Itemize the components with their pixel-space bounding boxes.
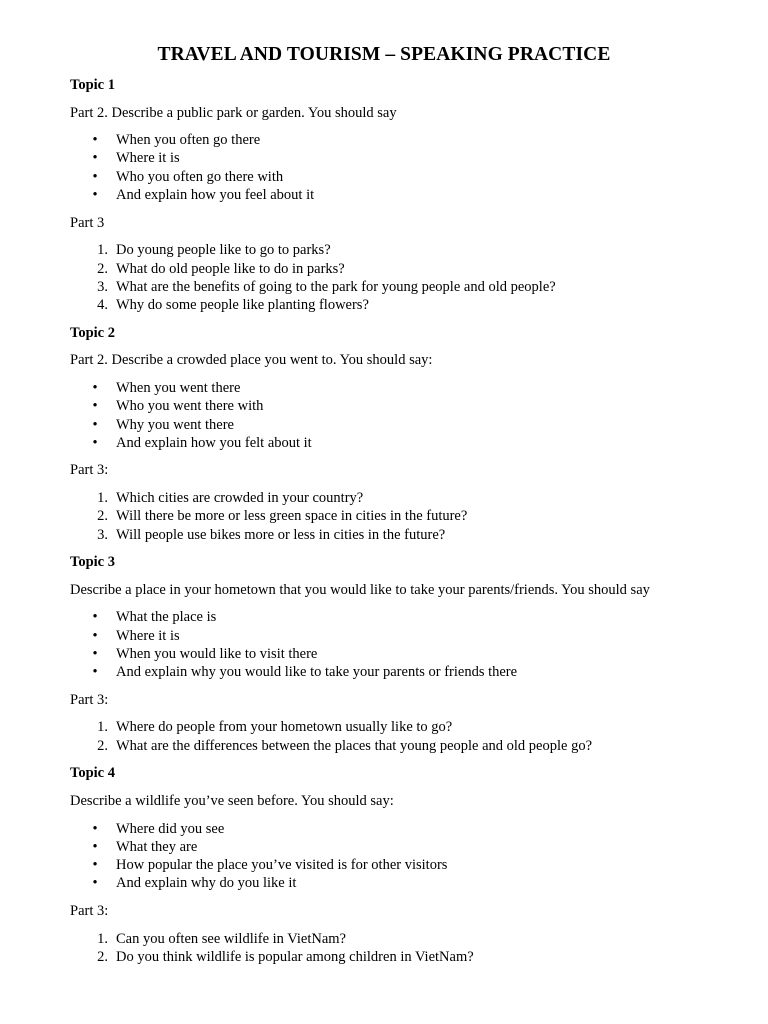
bullet-item — [70, 379, 720, 397]
bullet-icon: • — [92, 150, 98, 167]
question-number: 3. — [97, 526, 108, 543]
topic-heading: Topic 3 — [70, 554, 115, 571]
part2-prompt: Part 2. Describe a public park or garden. You should say — [70, 104, 397, 121]
part3-question-list — [70, 718, 720, 755]
question-number: 1. — [97, 930, 108, 947]
bullet-text: What the place is — [116, 609, 217, 626]
part2-prompt: Describe a place in your hometown that you would like to take your parents/friends. You should say — [70, 581, 650, 598]
question-number: 1. — [97, 719, 108, 736]
question-item — [70, 489, 720, 507]
question-text: Will there be more or less green space in cities in the future? — [116, 508, 468, 525]
topic-2-section — [70, 324, 720, 553]
question-number: 4. — [97, 297, 108, 314]
bullet-text: And explain why you would like to take your parents or friends there — [116, 664, 518, 681]
bullet-icon: • — [92, 875, 98, 892]
bullet-item — [70, 663, 720, 681]
bullet-item — [70, 820, 720, 838]
bullet-item — [70, 838, 720, 856]
document-body — [70, 76, 720, 966]
document-title: TRAVEL AND TOURISM – SPEAKING PRACTICE — [157, 44, 611, 65]
bullet-text: When you would like to visit there — [116, 645, 318, 662]
part3-label: Part 3: — [70, 903, 109, 920]
bullet-icon: • — [92, 609, 98, 626]
question-number: 2. — [97, 260, 108, 277]
question-text: Can you often see wildlife in VietNam? — [116, 930, 346, 947]
question-item — [70, 930, 720, 948]
question-number: 2. — [97, 508, 108, 525]
question-number: 2. — [97, 737, 108, 754]
part3-question-list — [70, 489, 720, 544]
question-text: Where do people from your hometown usually like to go? — [116, 719, 453, 736]
topic-3-section — [70, 553, 720, 764]
question-item — [70, 948, 720, 966]
part3-label: Part 3: — [70, 691, 109, 708]
bullet-item — [70, 608, 720, 626]
question-item — [70, 526, 720, 544]
part2-bullet-list — [70, 379, 720, 452]
question-text: What are the differences between the places that young people and old people go? — [116, 737, 593, 754]
bullet-text: What they are — [116, 838, 198, 855]
bullet-item — [70, 645, 720, 663]
question-text: Do young people like to go to parks? — [116, 242, 331, 259]
bullet-icon: • — [92, 434, 98, 451]
bullet-text: Who you often go there with — [116, 168, 284, 185]
bullet-item — [70, 131, 720, 149]
bullet-text: And explain how you felt about it — [116, 434, 312, 451]
bullet-icon: • — [92, 664, 98, 681]
question-text: Will people use bikes more or less in cities in the future? — [116, 526, 446, 543]
question-text: What are the benefits of going to the park for young people and old people? — [116, 278, 556, 295]
bullet-item — [70, 397, 720, 415]
bullet-text: Who you went there with — [116, 398, 264, 415]
topic-heading: Topic 2 — [70, 324, 115, 341]
bullet-icon: • — [92, 132, 98, 149]
question-item — [70, 718, 720, 736]
bullet-icon: • — [92, 379, 98, 396]
bullet-text: When you went there — [116, 379, 241, 396]
bullet-icon: • — [92, 820, 98, 837]
question-item — [70, 260, 720, 278]
bullet-icon: • — [92, 838, 98, 855]
bullet-item — [70, 416, 720, 434]
bullet-item — [70, 168, 720, 186]
bullet-item — [70, 874, 720, 892]
bullet-item — [70, 186, 720, 204]
question-item — [70, 278, 720, 296]
bullet-item — [70, 856, 720, 874]
part3-label: Part 3 — [70, 214, 105, 231]
bullet-text: How popular the place you’ve visited is for other visitors — [116, 857, 448, 874]
question-item — [70, 241, 720, 259]
question-text: What do old people like to do in parks? — [116, 260, 345, 277]
question-item — [70, 296, 720, 314]
part2-prompt: Describe a wildlife you’ve seen before. You should say: — [70, 792, 394, 809]
question-number: 1. — [97, 242, 108, 259]
bullet-text: And explain how you feel about it — [116, 187, 315, 204]
question-item — [70, 507, 720, 525]
question-number: 3. — [97, 278, 108, 295]
bullet-text: Where did you see — [116, 820, 225, 837]
bullet-text: Where it is — [116, 627, 180, 644]
bullet-text: And explain why do you like it — [116, 875, 297, 892]
bullet-item — [70, 434, 720, 452]
part3-label: Part 3: — [70, 462, 109, 479]
part3-question-list — [70, 930, 720, 967]
bullet-text: Why you went there — [116, 416, 234, 433]
bullet-icon: • — [92, 416, 98, 433]
bullet-item — [70, 149, 720, 167]
topic-heading: Topic 1 — [70, 77, 115, 93]
bullet-icon: • — [92, 398, 98, 415]
bullet-item — [70, 627, 720, 645]
topic-1-section — [70, 76, 720, 324]
bullet-text: When you often go there — [116, 132, 261, 149]
bullet-icon: • — [92, 645, 98, 662]
question-number: 2. — [97, 948, 108, 965]
part3-question-list — [70, 241, 720, 314]
part2-bullet-list — [70, 820, 720, 893]
bullet-icon: • — [92, 627, 98, 644]
bullet-icon: • — [92, 168, 98, 185]
bullet-text: Where it is — [116, 150, 180, 167]
part2-bullet-list — [70, 608, 720, 681]
question-text: Why do some people like planting flowers? — [116, 297, 369, 314]
bullet-icon: • — [92, 857, 98, 874]
part2-bullet-list — [70, 131, 720, 204]
topic-4-section — [70, 764, 720, 966]
question-text: Do you think wildlife is popular among children in VietNam? — [116, 948, 474, 965]
part2-prompt: Part 2. Describe a crowded place you went to. You should say: — [70, 352, 433, 369]
bullet-icon: • — [92, 187, 98, 204]
question-item — [70, 737, 720, 755]
topic-heading: Topic 4 — [70, 765, 115, 782]
question-number: 1. — [97, 490, 108, 507]
question-text: Which cities are crowded in your country? — [116, 490, 364, 507]
